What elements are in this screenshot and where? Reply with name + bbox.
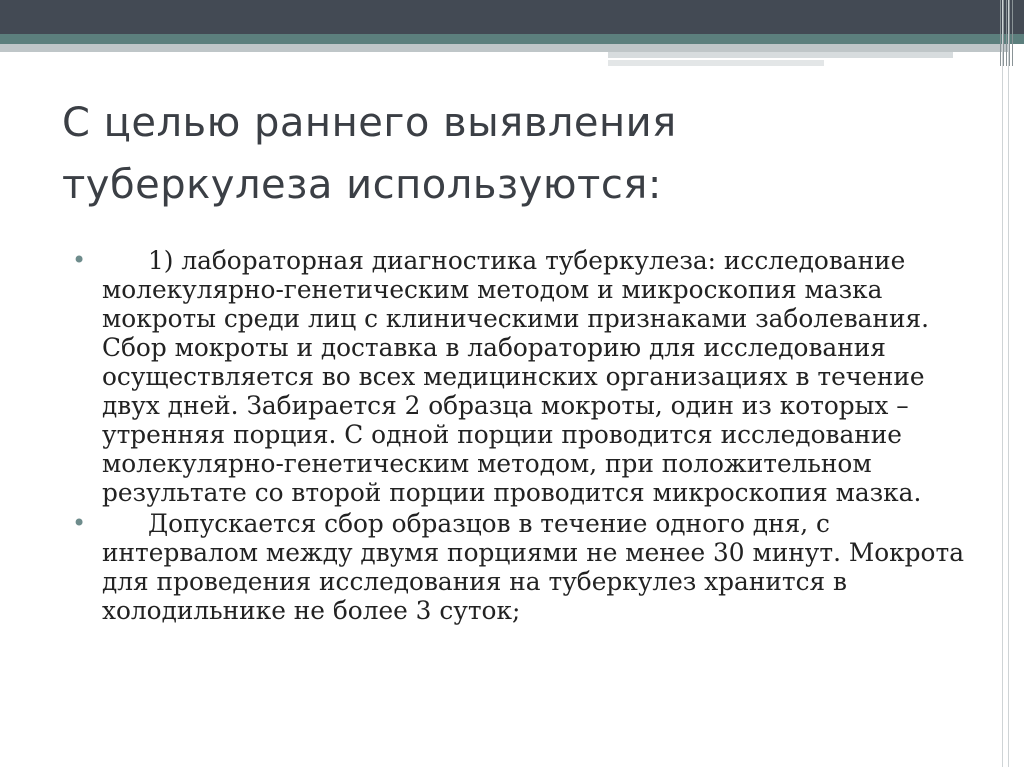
header-bar-grey-short (608, 52, 953, 58)
title-line-1: С целью раннего выявления (62, 100, 677, 146)
list-item (72, 509, 972, 625)
bullet-list (72, 246, 972, 627)
list-item-text: 1) лабораторная диагностика туберкулеза: исследование молекулярно-генетическим методом и микроскопия мазка мокроты среди лиц с клиническими признаками заболевания. Сбор мокроты и доставка в лабораторию для исследования осуществляется во всех медицинских организациях в течение двух дней. Забирается 2 образца мокроты, один из которых – утренняя порция. С одной порции проводится исследование молекулярно-генетическим методом, при положительном результате со второй порции проводится микроскопия мазка. (102, 246, 930, 507)
edge-accent (1000, 0, 1014, 66)
header-bar-dark (0, 0, 1024, 34)
slide-title (62, 92, 942, 216)
list-item (72, 246, 972, 507)
list-item-text: Допускается сбор образцов в течение одного дня, с интервалом между двумя порциями не менее 30 минут. Мокрота для проведения исследования на туберкулез хранится в холодильнике не более 3 суток; (102, 509, 964, 625)
header-bar-grey (0, 44, 1010, 52)
right-edge-decoration (996, 0, 1024, 767)
edge-line (1008, 0, 1009, 767)
title-line-2: туберкулеза используются: (62, 162, 662, 208)
edge-line (1002, 0, 1003, 767)
bullet-dot-icon: • (72, 509, 87, 537)
bullet-dot-icon: • (72, 246, 87, 274)
header-bar-teal (0, 34, 1024, 44)
header-bar-grey-shorter (608, 60, 824, 66)
